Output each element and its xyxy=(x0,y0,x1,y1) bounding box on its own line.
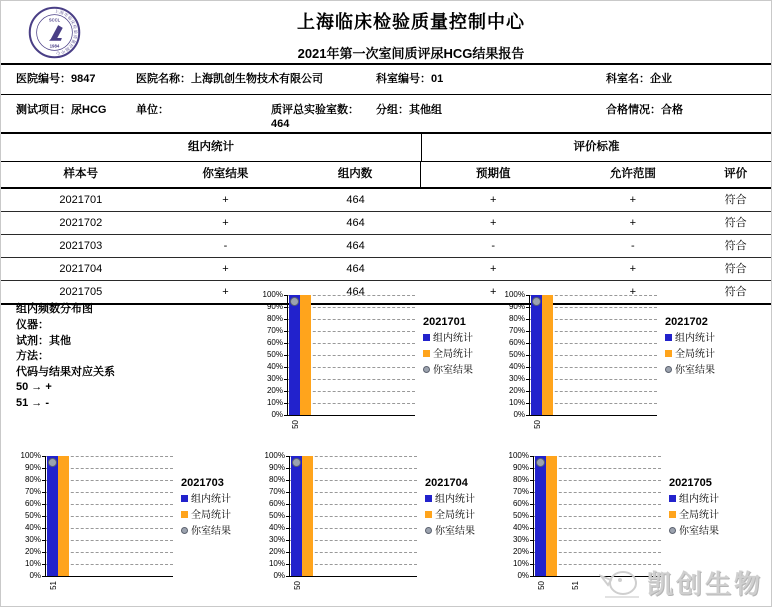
bar-全局统计 xyxy=(546,456,557,576)
legend-label: 全局统计 xyxy=(433,349,473,360)
table-row xyxy=(1,258,771,281)
legend-swatch xyxy=(181,495,188,502)
x-axis-label: 50 xyxy=(291,420,300,429)
x-axis-line xyxy=(45,576,173,577)
table-cell: 2021704 xyxy=(59,263,103,275)
x-axis-line xyxy=(529,415,657,416)
y-axis-label: 0% xyxy=(517,571,529,580)
notes-line: 代码与结果对应关系 xyxy=(16,365,115,378)
y-axis-label: 30% xyxy=(266,374,283,383)
table-cell: + xyxy=(629,286,637,298)
legend-item xyxy=(423,363,497,379)
table-cell: + xyxy=(489,194,497,206)
table-cell: + xyxy=(222,194,229,206)
info-field: 科室编号：01 xyxy=(376,73,444,85)
legend-label: 全局统计 xyxy=(675,349,715,360)
table-cell: 2021702 xyxy=(59,217,103,229)
legend-swatch xyxy=(665,334,672,341)
table-cell: 464 xyxy=(346,194,365,206)
legend-swatch xyxy=(669,527,676,534)
report-header xyxy=(1,1,771,65)
y-axis-label: 70% xyxy=(512,487,529,496)
group-header-right: 评价标准 xyxy=(573,141,620,153)
y-axis-label: 90% xyxy=(266,302,283,311)
legend-swatch xyxy=(423,366,430,373)
table-cell: + xyxy=(489,263,497,275)
y-axis-line xyxy=(287,295,288,416)
table-row xyxy=(1,235,771,258)
y-axis-label: 80% xyxy=(508,314,525,323)
y-axis-label: 80% xyxy=(512,475,529,484)
table-cell: 符合 xyxy=(724,217,747,229)
column-header: 预期值 xyxy=(475,168,511,180)
y-axis-label: 50% xyxy=(266,350,283,359)
org-seal-logo xyxy=(27,5,82,60)
table-row xyxy=(1,212,771,235)
y-axis-label: 50% xyxy=(512,511,529,520)
table-cell: - xyxy=(631,240,635,252)
y-axis-label: 20% xyxy=(512,547,529,556)
seal-ring-text: 上海市临床检验质量控制中心 xyxy=(54,8,79,57)
x-axis-label: 50 xyxy=(293,581,302,590)
lab-result-marker xyxy=(532,297,541,306)
y-axis-label: 0% xyxy=(513,410,525,419)
table-row xyxy=(1,189,771,212)
y-axis-label: 60% xyxy=(508,338,525,347)
legend-label: 全局统计 xyxy=(191,510,231,521)
y-axis-label: 90% xyxy=(512,463,529,472)
info-field: 医院编号：9847 xyxy=(16,73,96,85)
y-axis-label: 0% xyxy=(29,571,41,580)
column-header: 评价 xyxy=(724,168,748,180)
legend-item xyxy=(669,524,743,540)
legend-title: 2021703 xyxy=(181,477,224,489)
y-axis-label: 20% xyxy=(266,386,283,395)
y-axis-label: 40% xyxy=(512,523,529,532)
info-field: 科室名：企业 xyxy=(606,73,672,85)
results-table xyxy=(1,134,771,305)
lab-result-marker xyxy=(290,297,299,306)
y-axis-label: 0% xyxy=(273,571,285,580)
bar-全局统计 xyxy=(542,295,553,415)
x-axis-line xyxy=(287,415,415,416)
legend-swatch xyxy=(423,350,430,357)
y-axis-label: 40% xyxy=(24,523,41,532)
notes-line: 50 → + xyxy=(16,381,52,393)
legend-item xyxy=(669,492,743,508)
table-cell: 464 xyxy=(346,217,365,229)
lab-result-marker xyxy=(536,458,545,467)
legend-item xyxy=(665,331,739,347)
legend-swatch xyxy=(181,527,188,534)
y-axis-label: 50% xyxy=(24,511,41,520)
y-axis-label: 10% xyxy=(24,559,41,568)
y-axis-label: 0% xyxy=(271,410,283,419)
legend-item xyxy=(423,331,497,347)
info-row-1 xyxy=(1,64,771,95)
seal-l-glyph xyxy=(51,25,63,39)
legend-title: 2021705 xyxy=(669,477,712,489)
notes-line: 方法： xyxy=(16,350,49,362)
legend-title: 2021702 xyxy=(665,316,708,328)
table-cell: + xyxy=(222,217,229,229)
info-field: 测试项目：尿HCG xyxy=(16,104,107,116)
group-header-left: 组内统计 xyxy=(1,134,422,161)
table-cell: + xyxy=(489,286,497,298)
bar-全局统计 xyxy=(300,295,311,415)
chart-2021701 xyxy=(255,290,497,443)
x-axis-line xyxy=(289,576,417,577)
bar-组内统计 xyxy=(531,295,542,415)
y-axis-label: 70% xyxy=(508,326,525,335)
legend-swatch xyxy=(425,527,432,534)
column-header: 允许范围 xyxy=(609,168,656,180)
table-cell: 符合 xyxy=(724,194,747,206)
x-axis-label: 50 xyxy=(537,581,546,590)
x-axis-label: 50 xyxy=(533,420,542,429)
bar-组内统计 xyxy=(289,295,300,415)
bar-全局统计 xyxy=(58,456,69,576)
legend-item xyxy=(669,508,743,524)
watermark-text: 凯创生物 xyxy=(646,569,763,599)
legend-label: 组内统计 xyxy=(433,333,473,344)
y-axis-label: 40% xyxy=(508,362,525,371)
y-axis-line xyxy=(289,456,290,577)
watermark-logo-icon xyxy=(599,566,641,600)
chart-2021703 xyxy=(13,451,255,604)
legend-label: 组内统计 xyxy=(191,494,231,505)
y-axis-label: 90% xyxy=(268,463,285,472)
x-axis-label: 51 xyxy=(571,581,580,590)
table-cell: 符合 xyxy=(724,286,747,298)
chart-legend xyxy=(425,477,499,540)
notes-line: 51 → - xyxy=(16,396,50,409)
watermark xyxy=(599,564,763,601)
y-axis-label: 10% xyxy=(266,398,283,407)
chart-legend xyxy=(181,477,255,540)
y-axis-label: 100% xyxy=(262,290,283,299)
chart-2021702 xyxy=(497,290,739,443)
notes-lines xyxy=(16,318,251,411)
y-axis-label: 40% xyxy=(268,523,285,532)
y-axis-label: 100% xyxy=(504,290,525,299)
legend-title: 2021701 xyxy=(423,316,466,328)
table-cell: 2021705 xyxy=(59,286,103,298)
y-axis-label: 50% xyxy=(508,350,525,359)
legend-swatch xyxy=(425,495,432,502)
legend-label: 你室结果 xyxy=(675,365,715,376)
legend-swatch xyxy=(181,511,188,518)
notes-line: 仪器： xyxy=(16,319,49,331)
y-axis-line xyxy=(533,456,534,577)
y-axis-line xyxy=(529,295,530,416)
y-axis-label: 10% xyxy=(268,559,285,568)
y-axis-label: 60% xyxy=(24,499,41,508)
y-axis-label: 80% xyxy=(268,475,285,484)
legend-label: 组内统计 xyxy=(675,333,715,344)
legend-item xyxy=(181,492,255,508)
y-axis-label: 30% xyxy=(268,535,285,544)
legend-label: 你室结果 xyxy=(191,526,231,537)
table-cell: 2021703 xyxy=(59,240,103,252)
y-axis-label: 60% xyxy=(268,499,285,508)
table-cell: + xyxy=(222,263,229,275)
column-header: 你室结果 xyxy=(202,168,249,180)
notes-line: 试剂：其他 xyxy=(16,334,71,347)
chart-legend xyxy=(423,316,497,379)
lab-result-marker xyxy=(48,458,57,467)
y-axis-label: 70% xyxy=(266,326,283,335)
y-axis-label: 90% xyxy=(508,302,525,311)
info-row-2 xyxy=(1,96,771,134)
table-cell: + xyxy=(489,217,497,229)
legend-swatch xyxy=(669,511,676,518)
info-field: 质评总实验室数：464 xyxy=(271,104,359,130)
table-cell: 2021701 xyxy=(59,194,103,206)
legend-label: 你室结果 xyxy=(679,526,719,537)
seal-abbr-text: SCCL xyxy=(48,17,61,23)
legend-label: 你室结果 xyxy=(435,526,475,537)
notes-title: 组内频数分布图 xyxy=(16,303,93,315)
y-axis-label: 100% xyxy=(264,451,285,460)
column-header: 组内数 xyxy=(290,162,421,187)
legend-label: 组内统计 xyxy=(435,494,475,505)
lab-result-marker xyxy=(292,458,301,467)
y-axis-label: 100% xyxy=(508,451,529,460)
y-axis-label: 60% xyxy=(266,338,283,347)
info-field: 分组：其他组 xyxy=(376,104,442,116)
bar-组内统计 xyxy=(291,456,302,576)
report-subtitle: 2021年第一次室间质评尿HCG结果报告 xyxy=(297,46,525,61)
table-cell: 符合 xyxy=(724,240,747,252)
legend-swatch xyxy=(665,366,672,373)
chart-legend xyxy=(665,316,739,379)
seal-year-text: 1984 xyxy=(49,43,60,49)
y-axis-label: 20% xyxy=(508,386,525,395)
y-axis-label: 20% xyxy=(268,547,285,556)
legend-label: 你室结果 xyxy=(433,365,473,376)
table-cell: + xyxy=(629,194,637,206)
notes-block xyxy=(16,300,251,411)
y-axis-label: 90% xyxy=(24,463,41,472)
table-cell: + xyxy=(222,286,229,298)
y-axis-label: 30% xyxy=(508,374,525,383)
legend-title: 2021704 xyxy=(425,477,468,489)
y-axis-label: 40% xyxy=(266,362,283,371)
chart-2021704 xyxy=(257,451,499,604)
legend-item xyxy=(423,347,497,363)
legend-swatch xyxy=(665,350,672,357)
y-axis-label: 10% xyxy=(508,398,525,407)
bar-全局统计 xyxy=(302,456,313,576)
y-axis-label: 10% xyxy=(512,559,529,568)
legend-label: 全局统计 xyxy=(435,510,475,521)
y-axis-label: 80% xyxy=(24,475,41,484)
info-field: 单位： xyxy=(136,104,169,116)
y-axis-label: 100% xyxy=(20,451,41,460)
bar-组内统计 xyxy=(535,456,546,576)
legend-label: 全局统计 xyxy=(679,510,719,521)
x-axis-label: 51 xyxy=(49,581,58,590)
table-cell: 464 xyxy=(346,286,365,298)
table-cell: 符合 xyxy=(724,263,747,275)
chart-legend xyxy=(669,477,743,540)
y-axis-label: 60% xyxy=(512,499,529,508)
legend-swatch xyxy=(669,495,676,502)
y-axis-label: 80% xyxy=(266,314,283,323)
bar-组内统计 xyxy=(47,456,58,576)
table-cell: - xyxy=(223,240,228,252)
info-field: 合格情况：合格 xyxy=(606,104,683,116)
legend-item xyxy=(425,492,499,508)
legend-item xyxy=(181,508,255,524)
header-titles xyxy=(121,8,701,62)
legend-item xyxy=(665,347,739,363)
y-axis-label: 70% xyxy=(24,487,41,496)
legend-label: 组内统计 xyxy=(679,494,719,505)
table-cell: + xyxy=(629,263,637,275)
y-axis-label: 30% xyxy=(512,535,529,544)
y-axis-label: 50% xyxy=(268,511,285,520)
y-axis-label: 30% xyxy=(24,535,41,544)
legend-swatch xyxy=(423,334,430,341)
legend-item xyxy=(425,508,499,524)
column-header: 样本号 xyxy=(63,168,99,180)
legend-item xyxy=(425,524,499,540)
y-axis-label: 70% xyxy=(268,487,285,496)
legend-item xyxy=(665,363,739,379)
y-axis-label: 20% xyxy=(24,547,41,556)
table-cell: - xyxy=(491,240,496,252)
y-axis-line xyxy=(45,456,46,577)
report-title: 上海临床检验质量控制中心 xyxy=(297,12,525,32)
table-cell: + xyxy=(629,217,637,229)
info-field: 医院名称：上海凯创生物技术有限公司 xyxy=(136,73,323,85)
legend-swatch xyxy=(425,511,432,518)
table-cell: 464 xyxy=(346,263,365,275)
table-cell: 464 xyxy=(346,240,365,252)
legend-item xyxy=(181,524,255,540)
